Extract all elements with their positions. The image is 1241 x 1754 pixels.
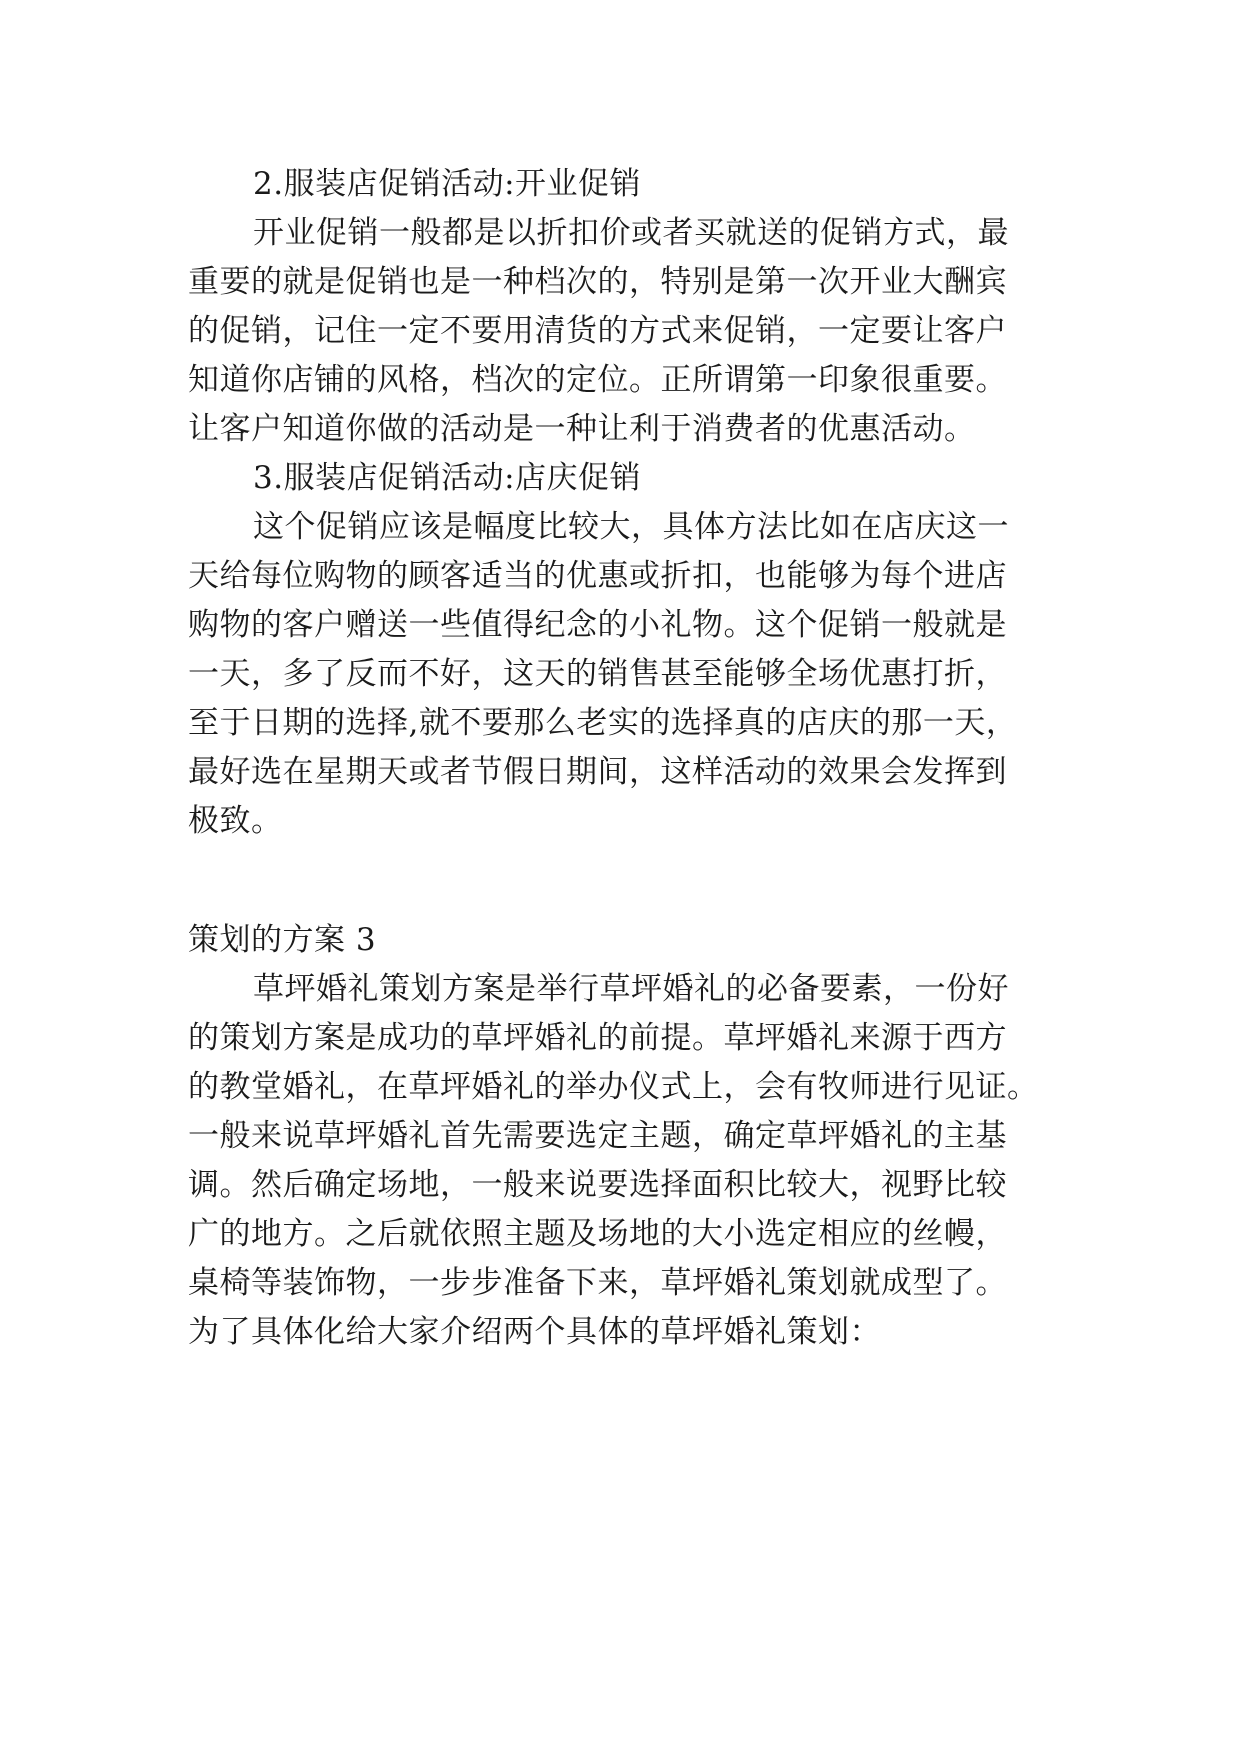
paragraph-line: 至于日期的选择,就不要那么老实的选择真的店庆的那一天， bbox=[188, 705, 1018, 741]
paragraph-line: 重要的就是促销也是一种档次的，特别是第一次开业大酬宾 bbox=[188, 264, 1007, 300]
paragraph-line: 天给每位购物的顾客适当的优惠或折扣，也能够为每个进店 bbox=[188, 558, 1007, 594]
paragraph-line: 的促销，记住一定不要用清货的方式来促销，一定要让客户 bbox=[188, 313, 1007, 349]
plan-title: 策划的方案 3 bbox=[188, 922, 377, 958]
paragraph-line: 一天，多了反而不好，这天的销售甚至能够全场优惠打折， bbox=[188, 656, 1007, 692]
paragraph-line: 草坪婚礼策划方案是举行草坪婚礼的必备要素，一份好 bbox=[253, 971, 1009, 1007]
paragraph-line: 的策划方案是成功的草坪婚礼的前提。草坪婚礼来源于西方 bbox=[188, 1020, 1007, 1056]
paragraph-line: 的教堂婚礼，在草坪婚礼的举办仪式上，会有牧师进行见证。 bbox=[188, 1069, 1039, 1105]
paragraph-line: 让客户知道你做的活动是一种让利于消费者的优惠活动。 bbox=[188, 411, 976, 447]
paragraph-line: 为了具体化给大家介绍两个具体的草坪婚礼策划： bbox=[188, 1314, 881, 1350]
paragraph-line: 桌椅等装饰物，一步步准备下来，草坪婚礼策划就成型了。 bbox=[188, 1265, 1007, 1301]
paragraph-line: 开业促销一般都是以折扣价或者买就送的促销方式，最 bbox=[253, 215, 1009, 251]
paragraph-line: 知道你店铺的风格，档次的定位。正所谓第一印象很重要。 bbox=[188, 362, 1007, 398]
section-heading: 2.服装店促销活动:开业促销 bbox=[253, 166, 642, 202]
section-heading: 3.服装店促销活动:店庆促销 bbox=[253, 460, 642, 496]
paragraph-line: 购物的客户赠送一些值得纪念的小礼物。这个促销一般就是 bbox=[188, 607, 1007, 643]
paragraph-line: 一般来说草坪婚礼首先需要选定主题，确定草坪婚礼的主基 bbox=[188, 1118, 1007, 1154]
paragraph-line: 最好选在星期天或者节假日期间，这样活动的效果会发挥到 bbox=[188, 754, 1007, 790]
paragraph-line: 广的地方。之后就依照主题及场地的大小选定相应的丝幔， bbox=[188, 1216, 1007, 1252]
paragraph-line: 这个促销应该是幅度比较大，具体方法比如在店庆这一 bbox=[253, 509, 1009, 545]
paragraph-line: 极致。 bbox=[188, 803, 283, 839]
paragraph-line: 调。然后确定场地，一般来说要选择面积比较大，视野比较 bbox=[188, 1167, 1007, 1203]
